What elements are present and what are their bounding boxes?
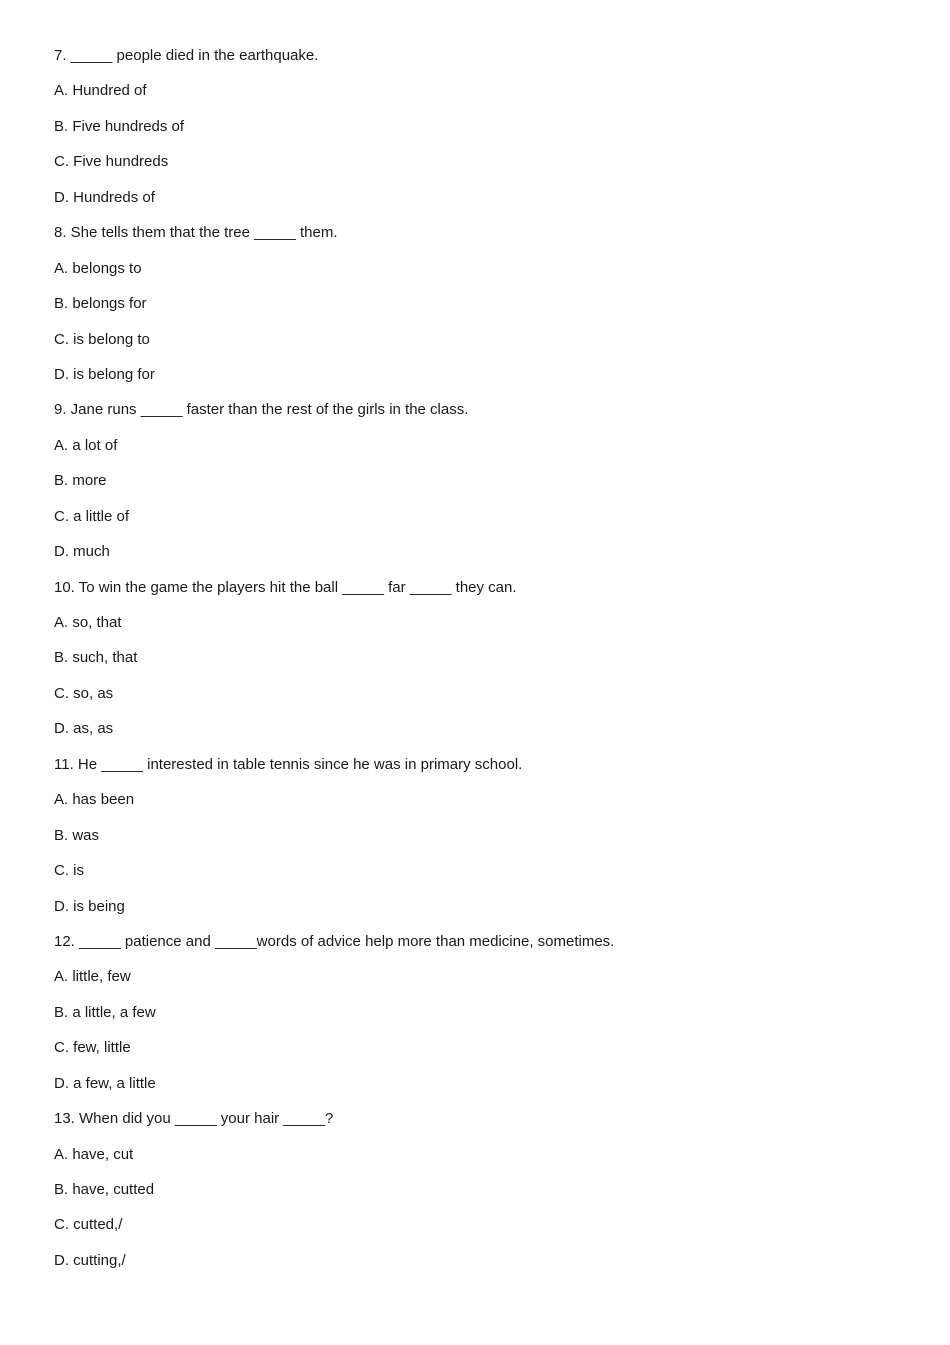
option-d: D. much: [54, 543, 110, 561]
option-c: C. few, little: [54, 1039, 131, 1057]
question-13: [54, 1107, 914, 1284]
option-c: C. a little of: [54, 507, 130, 525]
option-a: A. Hundred of: [54, 82, 147, 100]
question-12: [54, 930, 914, 1107]
option-d: D. Hundreds of: [54, 188, 155, 206]
option-a: A. has been: [54, 791, 135, 809]
option-b: B. such, that: [54, 649, 138, 667]
option-a: A. belongs to: [54, 259, 142, 277]
question-stem: 8. She tells them that the tree _____ them.: [54, 224, 338, 242]
option-d: D. is belong for: [54, 365, 155, 383]
option-b: B. a little, a few: [54, 1003, 156, 1021]
question-10: [54, 576, 914, 753]
option-b: B. was: [54, 826, 100, 844]
option-b: B. more: [54, 472, 107, 490]
question-stem: 7. _____ people died in the earthquake.: [54, 47, 319, 64]
question-8: [54, 221, 914, 398]
option-d: D. is being: [54, 897, 125, 915]
option-b: B. Five hundreds of: [54, 117, 185, 135]
option-c: C. so, as: [54, 684, 114, 702]
question-7: [54, 44, 914, 221]
option-c: C. is belong to: [54, 330, 150, 348]
option-c: C. Five hundreds: [54, 153, 169, 171]
option-d: D. cutting,/: [54, 1251, 126, 1269]
option-a: A. little, few: [54, 968, 131, 986]
question-11: [54, 753, 914, 930]
option-b: B. belongs for: [54, 295, 147, 313]
option-a: A. a lot of: [54, 436, 118, 454]
question-9: [54, 398, 914, 575]
option-c: C. cutted,/: [54, 1216, 123, 1234]
option-d: D. a few, a little: [54, 1074, 156, 1092]
question-stem: 10. To win the game the players hit the ball _____ far _____ they can.: [54, 578, 517, 596]
question-stem: 9. Jane runs _____ faster than the rest of the girls in the class.: [54, 401, 469, 419]
option-b: B. have, cutted: [54, 1181, 155, 1198]
option-a: A. so, that: [54, 614, 122, 631]
option-c: C. is: [54, 862, 84, 880]
option-a: A. have, cut: [54, 1145, 134, 1163]
option-d: D. as, as: [54, 720, 114, 738]
question-list: [54, 44, 914, 1284]
question-stem: 11. He _____ interested in table tennis since he was in primary school.: [54, 755, 523, 773]
question-stem: 13. When did you _____ your hair _____?: [54, 1110, 334, 1128]
question-stem: 12. _____ patience and _____words of advice help more than medicine, sometimes.: [54, 932, 615, 950]
